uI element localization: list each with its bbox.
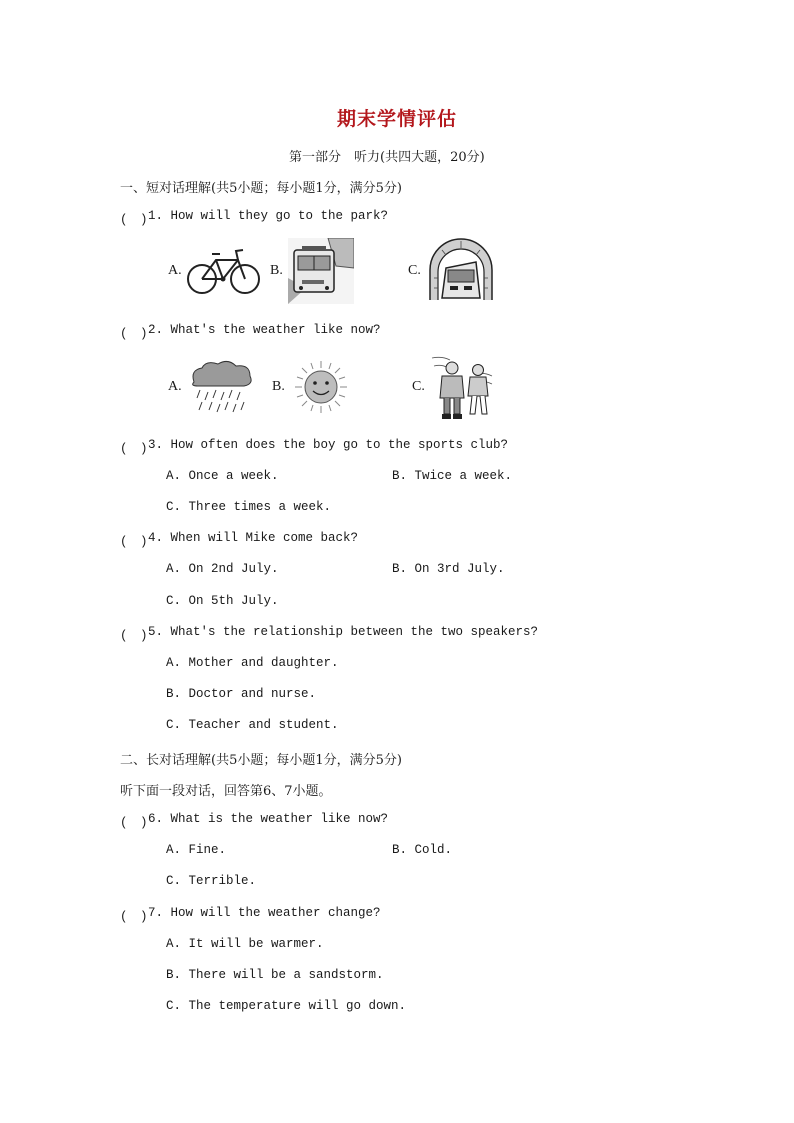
sun-icon	[294, 360, 348, 414]
option-label: B.	[272, 379, 285, 394]
bicycle-icon	[186, 246, 262, 296]
bus-icon	[288, 238, 354, 304]
question-5: 5. What's the relationship between the two speakers?	[148, 625, 539, 639]
option-b[interactable]: B. Doctor and nurse.	[166, 687, 317, 701]
option-label: A.	[168, 379, 182, 394]
section2-heading: 二、长对话理解(共5小题；每小题1分，满分5分)	[120, 753, 402, 768]
option-b[interactable]: B. Cold.	[392, 843, 453, 857]
question-1: 1. How will they go to the park?	[148, 209, 389, 223]
option-c[interactable]: C. The temperature will go down.	[166, 999, 407, 1013]
answer-blank[interactable]: ( )	[120, 327, 148, 341]
option-c[interactable]: C. Three times a week.	[166, 500, 332, 514]
option-label: B.	[270, 263, 283, 278]
question-2: 2. What's the weather like now?	[148, 323, 381, 337]
option-a[interactable]: A. Fine.	[166, 843, 227, 857]
option-b[interactable]: B. On 3rd July.	[392, 562, 505, 576]
page-title: 期末学情评估	[336, 108, 457, 130]
question-6: 6. What is the weather like now?	[148, 812, 389, 826]
option-a[interactable]: A. On 2nd July.	[166, 562, 279, 576]
option-a[interactable]: A. Mother and daughter.	[166, 656, 339, 670]
train-tunnel-icon	[428, 238, 494, 302]
option-label: C.	[408, 263, 421, 278]
option-c[interactable]: C. Terrible.	[166, 874, 257, 888]
option-a[interactable]: A. It will be warmer.	[166, 937, 324, 951]
option-a[interactable]: A. Once a week.	[166, 469, 279, 483]
answer-blank[interactable]: ( )	[120, 213, 148, 227]
question-4: 4. When will Mike come back?	[148, 531, 359, 545]
answer-blank[interactable]: ( )	[120, 442, 148, 456]
option-b[interactable]: B. There will be a sandstorm.	[166, 968, 384, 982]
rain-cloud-icon	[188, 360, 254, 414]
windy-people-icon	[430, 354, 496, 424]
section2-instruction: 听下面一段对话，回答第6、7小题。	[120, 784, 332, 799]
answer-blank[interactable]: ( )	[120, 816, 148, 830]
question-7: 7. How will the weather change?	[148, 906, 381, 920]
answer-blank[interactable]: ( )	[120, 535, 148, 549]
answer-blank[interactable]: ( )	[120, 910, 148, 924]
option-b[interactable]: B. Twice a week.	[392, 469, 513, 483]
option-c[interactable]: C. On 5th July.	[166, 594, 279, 608]
option-label: C.	[412, 379, 425, 394]
part-heading: 第一部分 听力(共四大题，20分)	[289, 150, 485, 165]
option-label: A.	[168, 263, 182, 278]
question-3: 3. How often does the boy go to the sports club?	[148, 438, 509, 452]
option-c[interactable]: C. Teacher and student.	[166, 718, 339, 732]
answer-blank[interactable]: ( )	[120, 629, 148, 643]
section1-heading: 一、短对话理解(共5小题；每小题1分，满分5分)	[120, 181, 402, 196]
